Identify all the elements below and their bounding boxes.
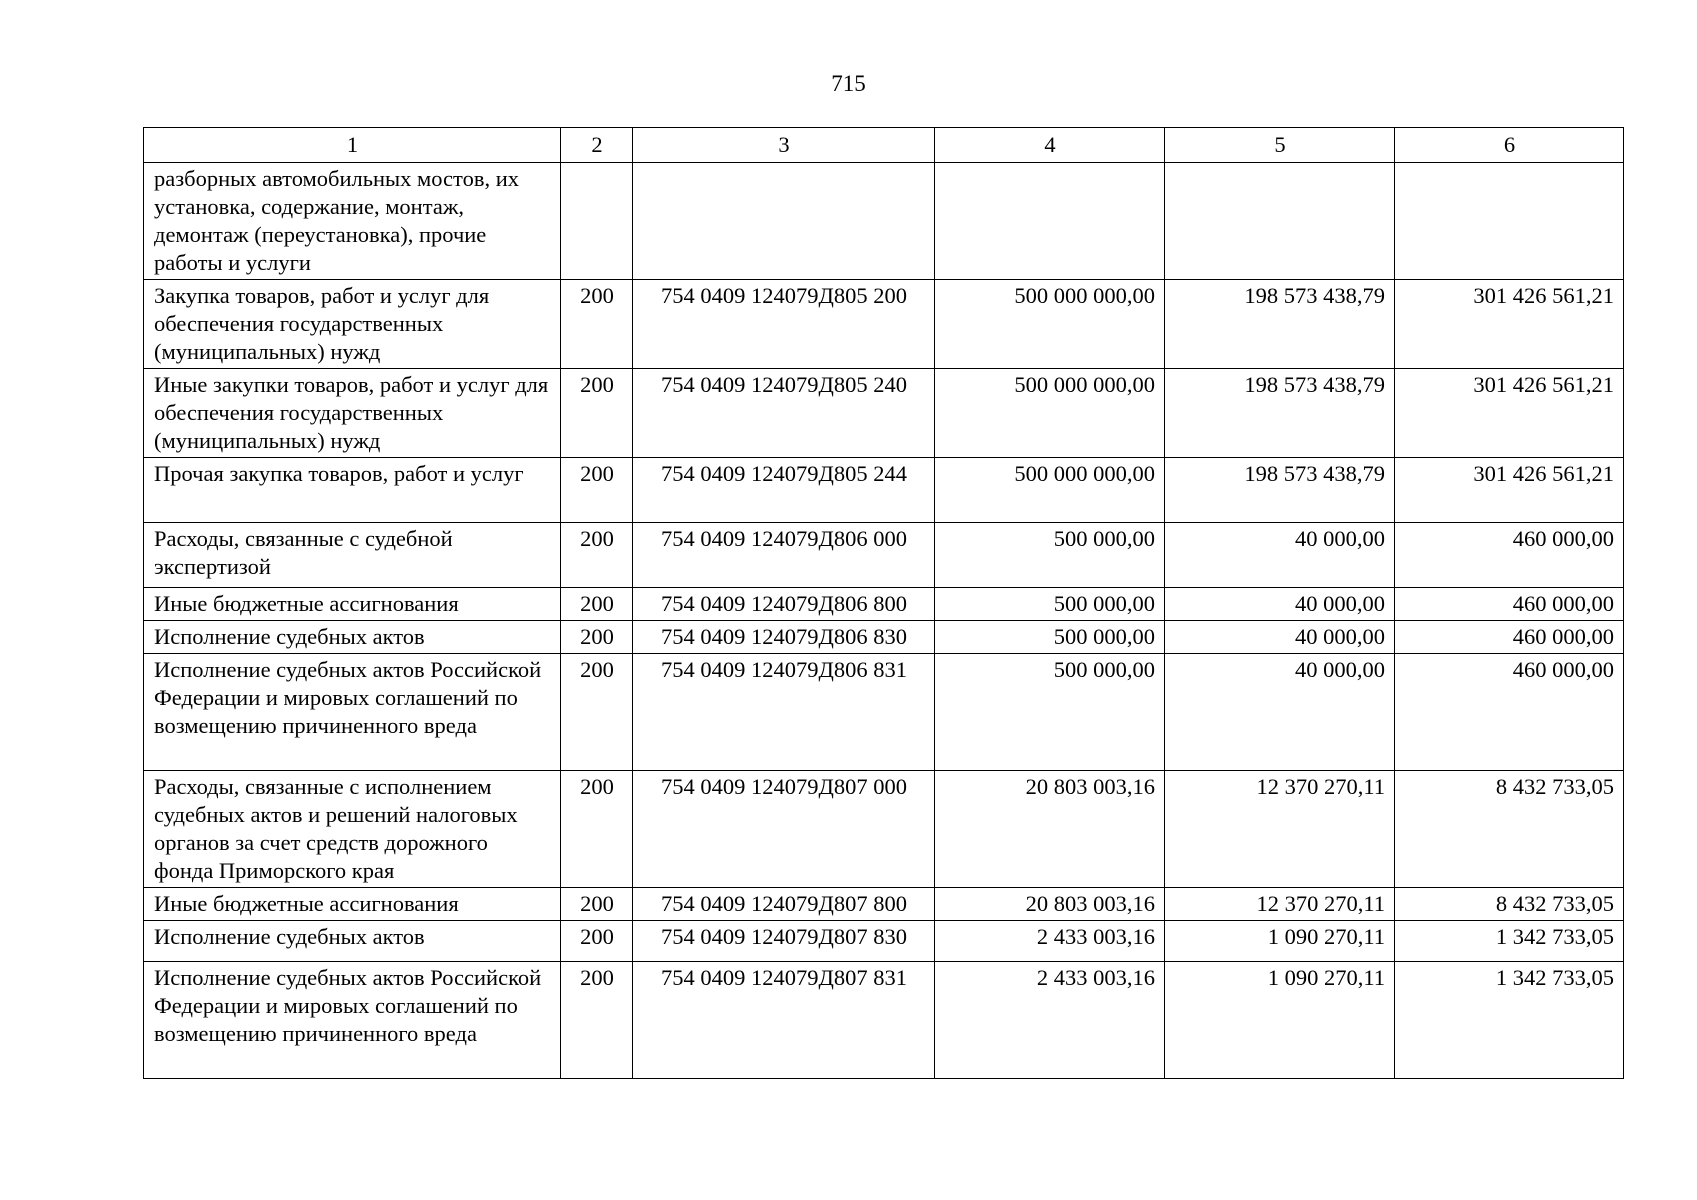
- row-name-cell: Прочая закупка товаров, работ и услуг: [144, 458, 561, 523]
- row-name-cell: Исполнение судебных актов: [144, 621, 561, 654]
- column-header-3: 3: [633, 128, 935, 163]
- row-name-cell: Иные бюджетные ассигнования: [144, 888, 561, 921]
- row-code-cell: [633, 163, 935, 280]
- row-value-4-cell: 2 433 003,16: [935, 962, 1165, 1079]
- budget-table: [143, 127, 1624, 1079]
- row-group-cell: 200: [561, 621, 633, 654]
- row-code-cell: 754 0409 124079Д805 200: [633, 280, 935, 369]
- table-row: [144, 621, 1624, 654]
- page-number: 715: [831, 71, 866, 96]
- row-name-cell: Закупка товаров, работ и услуг для обеспечения государственных (муниципальных) нужд: [144, 280, 561, 369]
- row-value-4-cell: 500 000 000,00: [935, 369, 1165, 458]
- row-group-cell: 200: [561, 588, 633, 621]
- table-row: [144, 921, 1624, 962]
- row-value-6-cell: 460 000,00: [1395, 588, 1624, 621]
- row-value-6-cell: 301 426 561,21: [1395, 369, 1624, 458]
- table-row: [144, 771, 1624, 888]
- row-value-5-cell: 198 573 438,79: [1165, 280, 1395, 369]
- row-code-cell: 754 0409 124079Д805 240: [633, 369, 935, 458]
- column-header-1: 1: [144, 128, 561, 163]
- row-value-4-cell: 500 000 000,00: [935, 458, 1165, 523]
- row-group-cell: 200: [561, 921, 633, 962]
- row-group-cell: 200: [561, 369, 633, 458]
- row-value-6-cell: 460 000,00: [1395, 523, 1624, 588]
- row-group-cell: 200: [561, 771, 633, 888]
- table-row: [144, 280, 1624, 369]
- row-value-6-cell: 460 000,00: [1395, 654, 1624, 771]
- row-value-4-cell: 500 000,00: [935, 523, 1165, 588]
- column-header-2: 2: [561, 128, 633, 163]
- row-group-cell: 200: [561, 458, 633, 523]
- row-value-6-cell: 301 426 561,21: [1395, 280, 1624, 369]
- row-group-cell: [561, 163, 633, 280]
- table-row: [144, 888, 1624, 921]
- row-value-5-cell: 40 000,00: [1165, 588, 1395, 621]
- row-value-4-cell: 500 000 000,00: [935, 280, 1165, 369]
- row-value-5-cell: 1 090 270,11: [1165, 962, 1395, 1079]
- row-value-6-cell: [1395, 163, 1624, 280]
- row-code-cell: 754 0409 124079Д805 244: [633, 458, 935, 523]
- row-group-cell: 200: [561, 523, 633, 588]
- row-value-4-cell: 2 433 003,16: [935, 921, 1165, 962]
- row-value-4-cell: 20 803 003,16: [935, 888, 1165, 921]
- row-value-6-cell: 1 342 733,05: [1395, 962, 1624, 1079]
- row-code-cell: 754 0409 124079Д807 800: [633, 888, 935, 921]
- column-header-6: 6: [1395, 128, 1624, 163]
- row-value-4-cell: 20 803 003,16: [935, 771, 1165, 888]
- row-code-cell: 754 0409 124079Д806 000: [633, 523, 935, 588]
- column-header-5: 5: [1165, 128, 1395, 163]
- table-row: [144, 962, 1624, 1079]
- row-value-5-cell: 198 573 438,79: [1165, 369, 1395, 458]
- row-value-4-cell: 500 000,00: [935, 588, 1165, 621]
- row-group-cell: 200: [561, 888, 633, 921]
- row-code-cell: 754 0409 124079Д807 831: [633, 962, 935, 1079]
- table-row: [144, 163, 1624, 280]
- row-group-cell: 200: [561, 654, 633, 771]
- row-value-6-cell: 8 432 733,05: [1395, 771, 1624, 888]
- row-value-4-cell: 500 000,00: [935, 654, 1165, 771]
- table-row: [144, 654, 1624, 771]
- row-value-6-cell: 301 426 561,21: [1395, 458, 1624, 523]
- row-value-6-cell: 460 000,00: [1395, 621, 1624, 654]
- row-name-cell: Иные бюджетные ассигнования: [144, 588, 561, 621]
- row-value-5-cell: 12 370 270,11: [1165, 771, 1395, 888]
- row-name-cell: Исполнение судебных актов Российской Федерации и мировых соглашений по возмещению причиненного вреда: [144, 962, 561, 1079]
- table-row: [144, 523, 1624, 588]
- row-value-6-cell: 8 432 733,05: [1395, 888, 1624, 921]
- row-code-cell: 754 0409 124079Д806 800: [633, 588, 935, 621]
- table-row: [144, 458, 1624, 523]
- row-value-5-cell: 12 370 270,11: [1165, 888, 1395, 921]
- row-value-6-cell: 1 342 733,05: [1395, 921, 1624, 962]
- row-code-cell: 754 0409 124079Д807 830: [633, 921, 935, 962]
- row-value-4-cell: 500 000,00: [935, 621, 1165, 654]
- row-value-5-cell: 1 090 270,11: [1165, 921, 1395, 962]
- row-code-cell: 754 0409 124079Д806 831: [633, 654, 935, 771]
- row-code-cell: 754 0409 124079Д806 830: [633, 621, 935, 654]
- row-value-5-cell: 40 000,00: [1165, 654, 1395, 771]
- row-name-cell: Расходы, связанные с исполнением судебных актов и решений налоговых органов за счет средств дорожного фонда Приморского края: [144, 771, 561, 888]
- row-value-5-cell: 40 000,00: [1165, 621, 1395, 654]
- column-header-4: 4: [935, 128, 1165, 163]
- row-group-cell: 200: [561, 962, 633, 1079]
- row-value-4-cell: [935, 163, 1165, 280]
- row-value-5-cell: 40 000,00: [1165, 523, 1395, 588]
- table-header-row: [144, 128, 1624, 163]
- row-name-cell: Иные закупки товаров, работ и услуг для обеспечения государственных (муниципальных) нужд: [144, 369, 561, 458]
- row-name-cell: Расходы, связанные с судебной экспертизой: [144, 523, 561, 588]
- row-name-cell: разборных автомобильных мостов, их установка, содержание, монтаж, демонтаж (переустановка), прочие работы и услуги: [144, 163, 561, 280]
- row-code-cell: 754 0409 124079Д807 000: [633, 771, 935, 888]
- row-group-cell: 200: [561, 280, 633, 369]
- row-value-5-cell: [1165, 163, 1395, 280]
- row-value-5-cell: 198 573 438,79: [1165, 458, 1395, 523]
- table-row: [144, 369, 1624, 458]
- row-name-cell: Исполнение судебных актов Российской Федерации и мировых соглашений по возмещению причиненного вреда: [144, 654, 561, 771]
- row-name-cell: Исполнение судебных актов: [144, 921, 561, 962]
- table-row: [144, 588, 1624, 621]
